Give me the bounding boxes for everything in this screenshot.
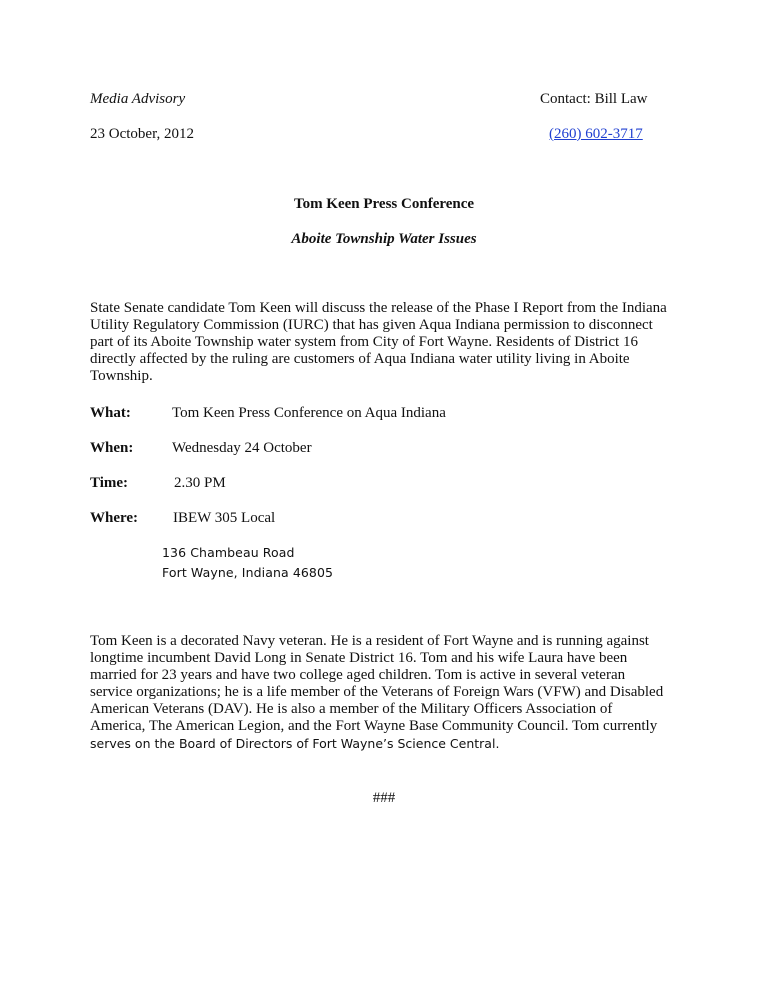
intro-line: State Senate candidate Tom Keen will discuss the release of the Phase I Report from the Indiana — [90, 300, 667, 316]
bio-line-last: serves on the Board of Directors of Fort Wayne’s Science Central. — [90, 736, 500, 751]
when-value: Wednesday 24 October — [172, 440, 312, 456]
bio-line: America, The American Legion, and the Fort Wayne Base Community Council. Tom currently — [90, 718, 658, 734]
address-city: Fort Wayne, Indiana 46805 — [162, 565, 334, 580]
intro-paragraph — [90, 300, 670, 385]
where-value: IBEW 305 Local — [173, 510, 276, 526]
bio-line: service organizations; he is a life member of the Veterans of Foreign Wars (VFW) and Disabled — [90, 684, 664, 700]
end-mark: ### — [372, 790, 396, 806]
bio-line: married for 23 years and have two college aged children. Tom is active in several veteran — [90, 667, 626, 683]
page-subtitle: Aboite Township Water Issues — [291, 231, 477, 247]
intro-line: Utility Regulatory Commission (IURC) that has given Aqua Indiana permission to disconnect — [90, 317, 653, 333]
bio-line: longtime incumbent David Long in Senate District 16. Tom and his wife Laura have been — [90, 650, 628, 666]
contact-phone-link[interactable]: (260) 602-3717 — [549, 126, 643, 142]
time-label: Time: — [90, 475, 129, 491]
intro-line: part of its Aboite Township water system from City of Fort Wayne. Residents of District 16 — [90, 334, 638, 350]
bio-paragraph — [90, 633, 690, 752]
advisory-date: 23 October, 2012 — [90, 126, 194, 142]
advisory-label: Media Advisory — [90, 91, 186, 107]
what-label: What: — [90, 405, 131, 421]
address-street: 136 Chambeau Road — [162, 545, 295, 560]
where-label: Where: — [90, 510, 139, 526]
address-block — [162, 543, 333, 583]
when-label: When: — [90, 440, 134, 456]
contact-name: Contact: Bill Law — [540, 91, 648, 107]
intro-line: directly affected by the ruling are customers of Aqua Indiana water utility living in Aboite — [90, 351, 630, 367]
bio-line: Tom Keen is a decorated Navy veteran. He is a resident of Fort Wayne and is running against — [90, 633, 649, 649]
what-value: Tom Keen Press Conference on Aqua Indiana — [172, 405, 446, 421]
intro-line: Township. — [90, 368, 153, 384]
bio-line: American Veterans (DAV). He is also a member of the Military Officers Association of — [90, 701, 613, 717]
page-title: Tom Keen Press Conference — [293, 196, 475, 212]
time-value: 2.30 PM — [174, 475, 226, 491]
